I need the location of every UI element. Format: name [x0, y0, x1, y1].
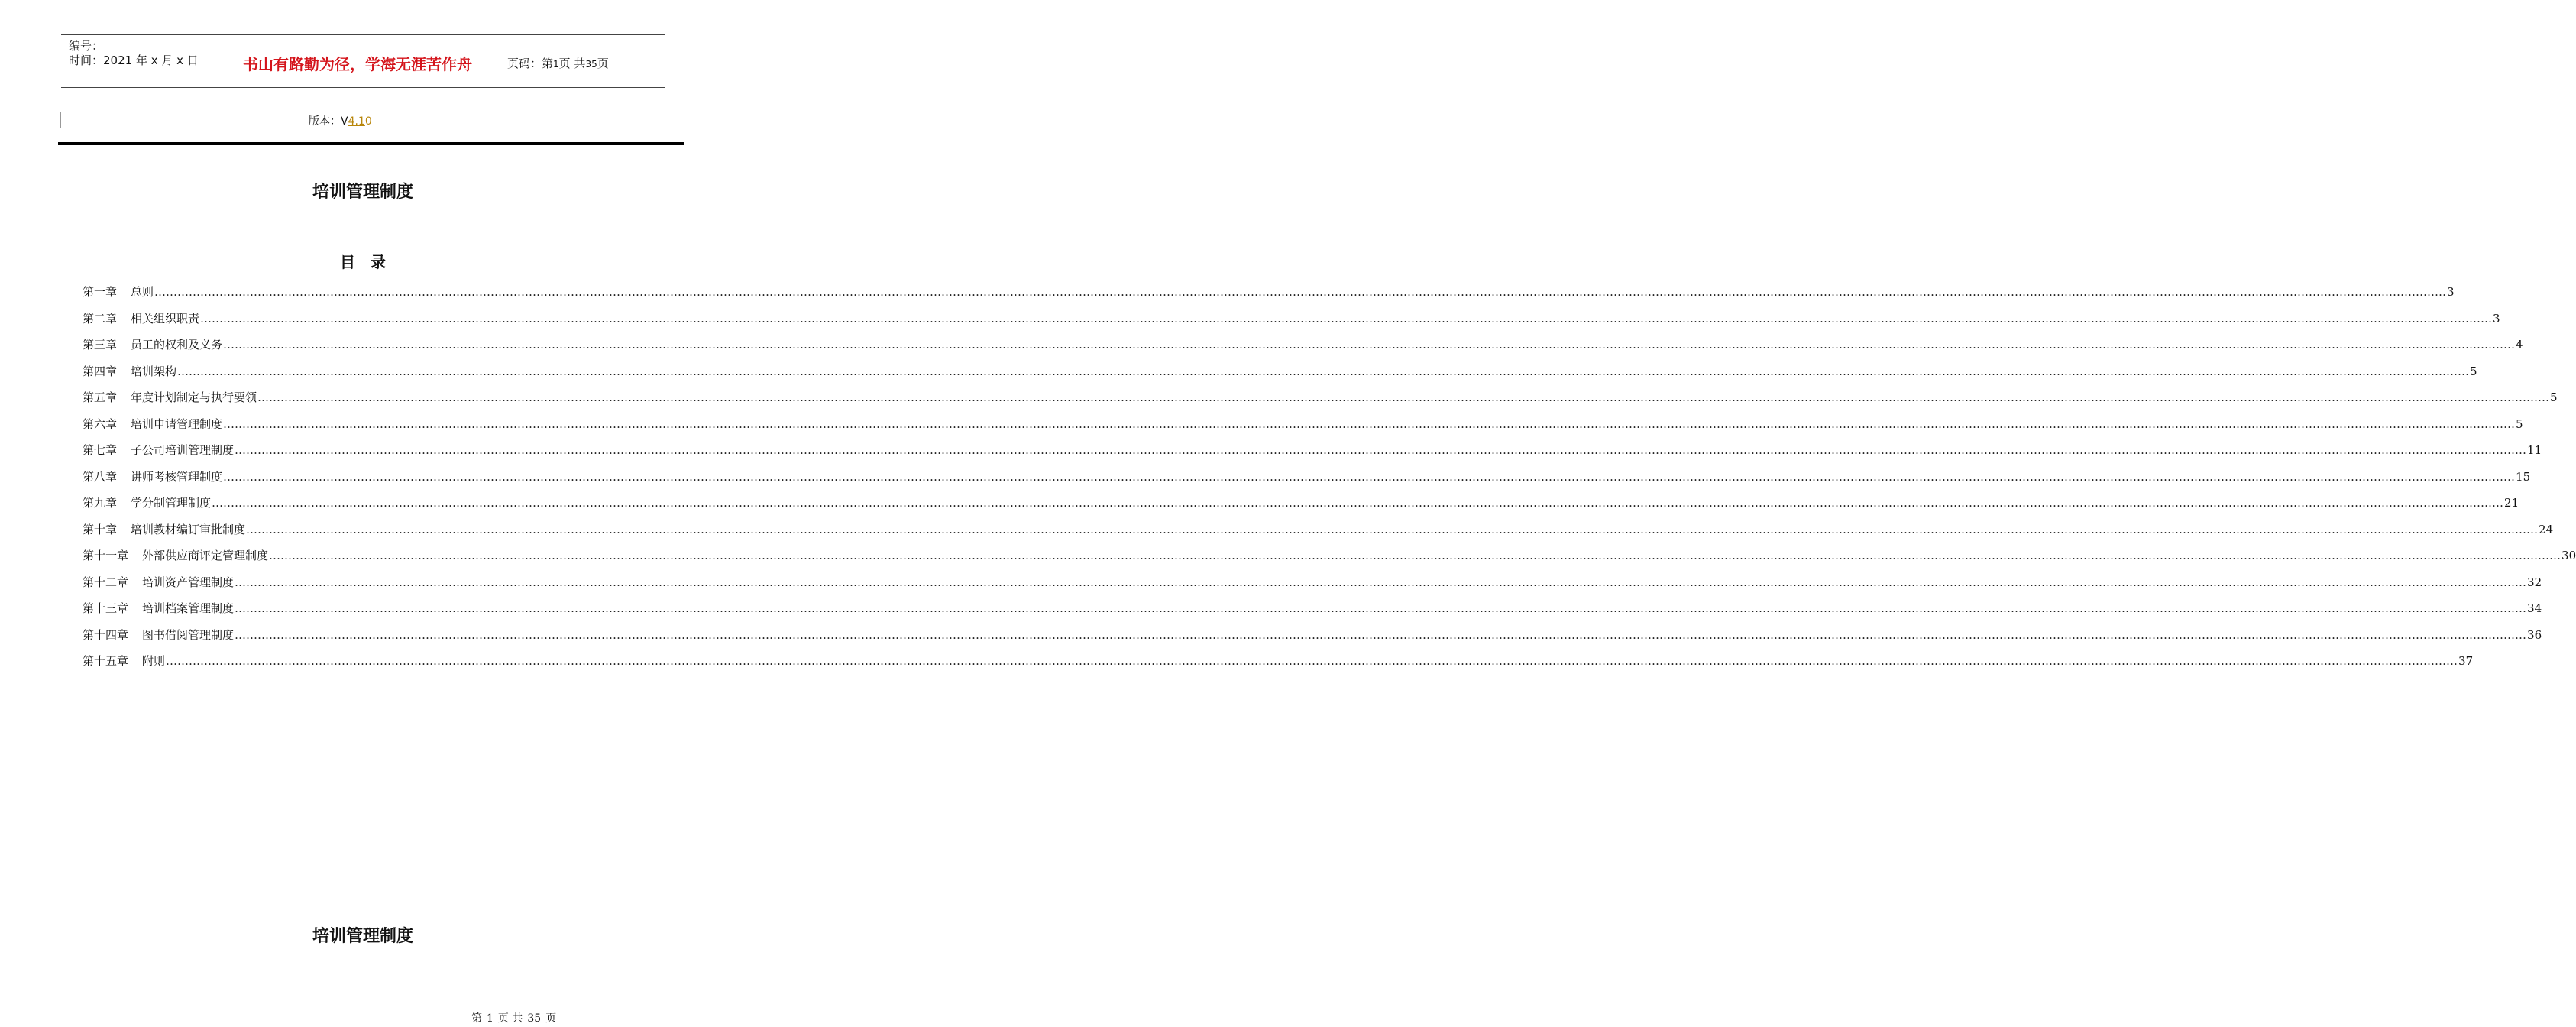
toc-leader-dots: ……………………………………………………………………………………………………………………………………………………………………………………………………………………………………………………………………………………………………………………………………………………………………………………………………………………………………………………………………………………………………………………………………………………	[154, 285, 2447, 299]
toc-chapter: 第十四章	[83, 627, 129, 642]
toc-chapter: 第六章	[83, 416, 118, 431]
toc-leader-dots: ……………………………………………………………………………………………………………………………………………………………………………………………………………………………………………………………………………………………………………………………………………………………………………………………………………………………………………………………………………………………………………………………………………………	[257, 390, 2550, 404]
toc-leader-dots: ……………………………………………………………………………………………………………………………………………………………………………………………………………………………………………………………………………………………………………………………………………………………………………………………………………………………………………………………………………………………………………………………………………………	[212, 496, 2504, 510]
toc-page-number: 37	[2458, 654, 2474, 668]
toc-leader-dots: ……………………………………………………………………………………………………………………………………………………………………………………………………………………………………………………………………………………………………………………………………………………………………………………………………………………………………………………………………………………………………………………………………………………	[223, 469, 2516, 484]
toc-title: 培训档案管理制度	[142, 601, 235, 615]
toc-item[interactable]	[83, 574, 2542, 601]
toc-title: 培训资产管理制度	[142, 575, 235, 589]
toc-chapter: 第七章	[83, 443, 118, 457]
page-mid-label: 页 共	[558, 57, 586, 70]
toc-item[interactable]	[83, 310, 2500, 337]
version-line	[309, 113, 372, 128]
header-table	[61, 34, 665, 88]
toc-chapter: 第一章	[83, 285, 118, 299]
toc-item[interactable]	[83, 468, 2531, 495]
document-number-label: 编号：	[69, 39, 104, 53]
toc-title: 图书借阅管理制度	[142, 627, 235, 642]
toc-chapter: 第四章	[83, 364, 118, 378]
footer-pre: 第	[471, 1012, 482, 1025]
toc-leader-dots: ……………………………………………………………………………………………………………………………………………………………………………………………………………………………………………………………………………………………………………………………………………………………………………………………………………………………………………………………………………………………………………………………………………………	[166, 654, 2458, 668]
toc-chapter: 第三章	[83, 338, 118, 352]
toc-chapter: 第五章	[83, 390, 118, 404]
toc-page-number: 34	[2527, 601, 2542, 615]
document-title: 培训管理制度	[312, 183, 413, 202]
toc-leader-dots: ……………………………………………………………………………………………………………………………………………………………………………………………………………………………………………………………………………………………………………………………………………………………………………………………………………………………………………………………………………………………………………………………………………………	[200, 311, 2493, 326]
toc-leader-dots: ……………………………………………………………………………………………………………………………………………………………………………………………………………………………………………………………………………………………………………………………………………………………………………………………………………………………………………………………………………………………………………………………………………………	[235, 601, 2527, 615]
toc-leader-dots: ……………………………………………………………………………………………………………………………………………………………………………………………………………………………………………………………………………………………………………………………………………………………………………………………………………………………………………………………………………………………………………………………………………………	[235, 443, 2527, 457]
footer-mid: 页 共	[497, 1012, 523, 1025]
toc-chapter: 第二章	[83, 311, 118, 326]
toc-page-number: 36	[2527, 627, 2542, 642]
toc-title: 附则	[142, 654, 166, 668]
header-motto: 书山有路勤为径，学海无涯苦作舟	[243, 55, 472, 73]
toc-chapter: 第十五章	[83, 654, 129, 668]
header-motto-cell	[215, 35, 500, 87]
toc-title: 相关组织职责	[131, 311, 200, 326]
version-new-digit: 1	[358, 115, 365, 128]
toc-title: 子公司培训管理制度	[131, 443, 235, 457]
toc-item[interactable]	[83, 653, 2474, 679]
header-page-indicator	[507, 55, 609, 71]
toc-page-number: 30	[2561, 549, 2576, 562]
version-major: 4.	[348, 115, 358, 128]
footer-end: 页	[545, 1012, 557, 1025]
footer-page: 1	[487, 1012, 494, 1025]
toc-item[interactable]	[83, 389, 2558, 416]
toc-leader-dots: ……………………………………………………………………………………………………………………………………………………………………………………………………………………………………………………………………………………………………………………………………………………………………………………………………………………………………………………………………………………………………………………………………………………	[246, 522, 2539, 536]
margin-marker	[60, 112, 61, 128]
toc-title: 培训架构	[131, 364, 177, 378]
toc-chapter: 第十章	[83, 522, 118, 536]
toc-heading: 目录	[340, 253, 401, 271]
toc-title: 培训申请管理制度	[131, 416, 223, 431]
toc-title: 员工的权利及义务	[131, 338, 223, 352]
toc-page-number: 24	[2539, 522, 2554, 536]
toc-title: 学分制管理制度	[131, 496, 212, 510]
page-end-label: 页	[597, 57, 609, 70]
toc-page-number: 32	[2527, 575, 2542, 589]
toc-leader-dots: ……………………………………………………………………………………………………………………………………………………………………………………………………………………………………………………………………………………………………………………………………………………………………………………………………………………………………………………………………………………………………………………………………………………	[235, 627, 2527, 642]
footer-total: 35	[527, 1012, 542, 1025]
toc-leader-dots: ……………………………………………………………………………………………………………………………………………………………………………………………………………………………………………………………………………………………………………………………………………………………………………………………………………………………………………………………………………………………………………………………………………………	[223, 416, 2516, 431]
toc-chapter: 第十三章	[83, 601, 129, 615]
toc-page-number: 4	[2516, 338, 2523, 352]
toc-page-number: 11	[2527, 443, 2542, 457]
toc-item[interactable]	[83, 547, 2576, 574]
body-title: 培训管理制度	[312, 927, 413, 946]
toc-title: 培训教材编订审批制度	[131, 522, 246, 536]
toc-item[interactable]	[83, 442, 2542, 468]
toc-item[interactable]	[83, 627, 2542, 653]
table-of-contents	[83, 283, 2576, 679]
toc-leader-dots: ……………………………………………………………………………………………………………………………………………………………………………………………………………………………………………………………………………………………………………………………………………………………………………………………………………………………………………………………………………………………………………………………………………………	[223, 338, 2516, 352]
toc-chapter: 第十一章	[83, 549, 129, 562]
toc-chapter: 第十二章	[83, 575, 129, 589]
toc-title: 外部供应商评定管理制度	[142, 549, 269, 562]
page-label: 页码：第	[507, 57, 554, 70]
toc-item[interactable]	[83, 600, 2542, 627]
toc-page-number: 5	[2470, 364, 2477, 378]
page-footer	[471, 1010, 556, 1025]
toc-item[interactable]	[83, 283, 2455, 310]
version-prefix: 版本：V	[309, 115, 348, 128]
toc-chapter: 第八章	[83, 469, 118, 484]
toc-page-number: 15	[2516, 469, 2531, 484]
toc-title: 总则	[131, 285, 154, 299]
header-page-cell	[501, 35, 665, 87]
toc-page-number: 3	[2447, 285, 2455, 299]
toc-item[interactable]	[83, 521, 2554, 548]
toc-leader-dots: ……………………………………………………………………………………………………………………………………………………………………………………………………………………………………………………………………………………………………………………………………………………………………………………………………………………………………………………………………………………………………………………………………………………	[177, 364, 2470, 378]
document-time-label: 时间：2021 年 x 月 x 日	[69, 53, 199, 67]
toc-chapter: 第九章	[83, 496, 118, 510]
header-info-cell	[61, 35, 215, 87]
header-rule	[58, 142, 684, 145]
version-old-digit: 0	[364, 115, 372, 128]
toc-leader-dots: ……………………………………………………………………………………………………………………………………………………………………………………………………………………………………………………………………………………………………………………………………………………………………………………………………………………………………………………………………………………………………………………………………………………	[235, 575, 2527, 589]
toc-leader-dots: ……………………………………………………………………………………………………………………………………………………………………………………………………………………………………………………………………………………………………………………………………………………………………………………………………………………………………………………………………………………………………………………………………………………	[269, 549, 2561, 562]
toc-page-number: 21	[2504, 496, 2519, 510]
page-total: 35	[585, 59, 597, 70]
toc-item[interactable]	[83, 363, 2477, 390]
toc-item[interactable]	[83, 336, 2523, 363]
toc-page-number: 5	[2550, 390, 2558, 404]
toc-page-number: 3	[2493, 311, 2500, 326]
toc-item[interactable]	[83, 416, 2523, 442]
toc-title: 年度计划制定与执行要领	[131, 390, 257, 404]
toc-item[interactable]	[83, 494, 2519, 521]
toc-title: 讲师考核管理制度	[131, 469, 223, 484]
toc-page-number: 5	[2516, 416, 2523, 431]
page-number: 1	[553, 59, 559, 70]
